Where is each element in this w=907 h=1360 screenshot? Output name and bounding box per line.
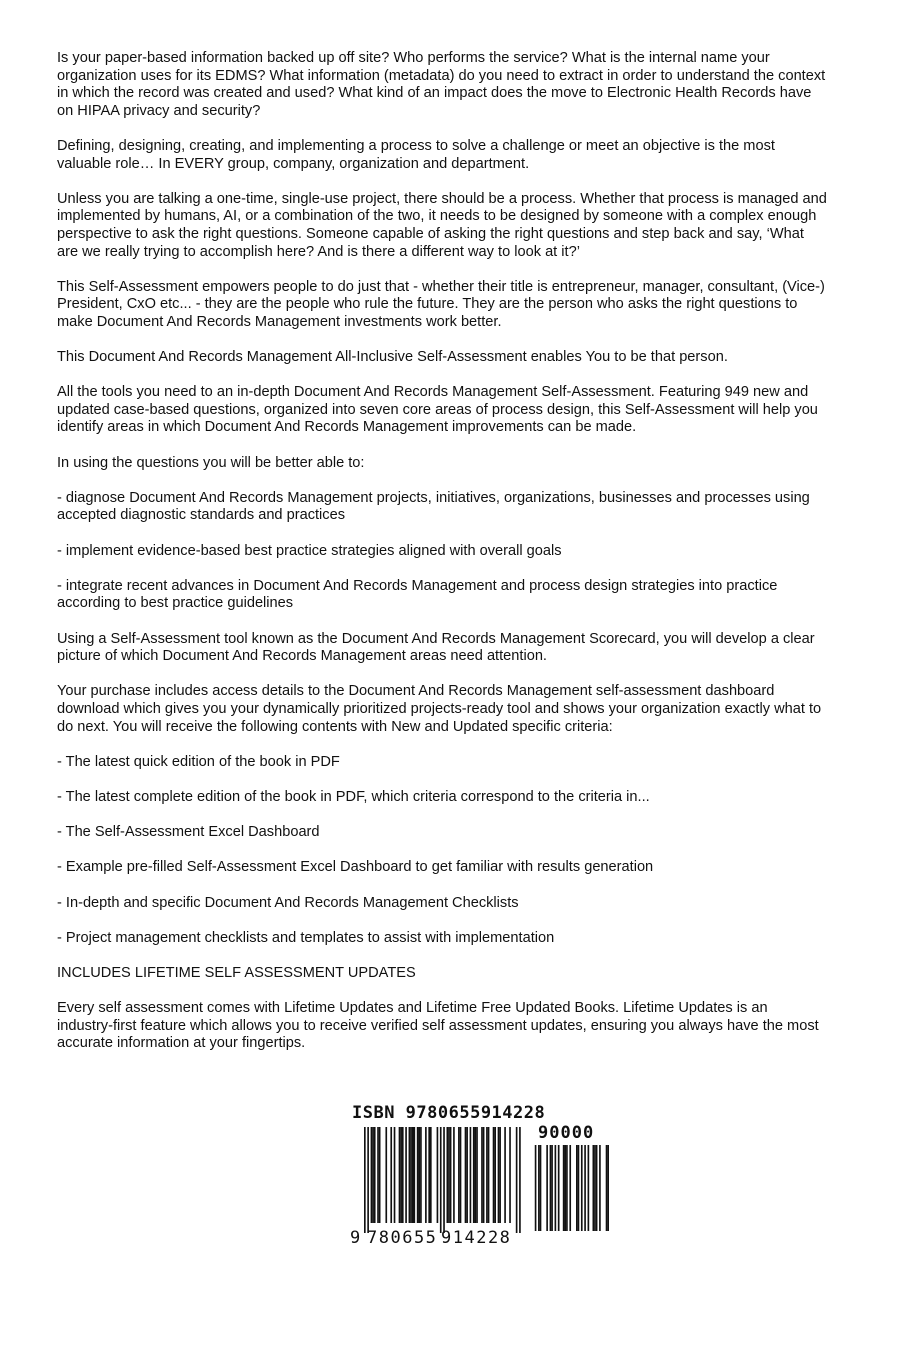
barcode-bar	[428, 1127, 430, 1223]
barcode-bar	[473, 1127, 475, 1223]
list-item: - In-depth and specific Document And Records Management Checklists	[57, 894, 519, 911]
barcode-bar	[460, 1127, 462, 1223]
addon-bar	[588, 1145, 590, 1231]
barcode-guard-bar	[443, 1127, 445, 1233]
barcode-bar	[476, 1127, 478, 1223]
barcode-bar	[420, 1127, 422, 1223]
addon-bar	[538, 1145, 540, 1231]
list-item: - The latest quick edition of the book in PDF	[57, 753, 340, 770]
barcode-bar	[400, 1127, 402, 1223]
addon-bar	[594, 1145, 596, 1231]
barcode-bar	[402, 1127, 404, 1223]
addon-bar	[546, 1145, 548, 1231]
addon-bar	[581, 1145, 583, 1231]
barcode-bar	[390, 1127, 392, 1223]
section-heading: INCLUDES LIFETIME SELF ASSESSMENT UPDATES	[57, 964, 416, 981]
barcode-bar	[394, 1127, 396, 1223]
barcode-guard-bar	[519, 1127, 521, 1233]
barcode-bar	[374, 1127, 376, 1223]
addon-bar	[540, 1145, 542, 1231]
barcode-bar	[371, 1127, 373, 1223]
addon-bar	[558, 1145, 560, 1231]
barcode-digits-right: 914228	[441, 1228, 512, 1248]
addon-bar	[584, 1145, 586, 1231]
barcode-bar	[414, 1127, 416, 1223]
barcode-bar	[458, 1127, 460, 1223]
list-item: - The Self-Assessment Excel Dashboard	[57, 824, 320, 841]
list-item: - diagnose Document And Records Management projects, initiatives, organizations, businesses and processes using accepted diagnostic standards and practices	[57, 489, 810, 524]
addon-bar	[596, 1145, 598, 1231]
barcode-bar	[450, 1127, 452, 1223]
addon-bar	[599, 1145, 601, 1231]
barcode-guard-bar	[367, 1127, 369, 1233]
addon-bar	[578, 1145, 580, 1231]
paragraph: Is your paper-based information backed up off site? Who performs the service? What is the internal name your organization uses for its EDMS? What information (metadata) do you need to extract in order to understand the context in which the record was created and used? What kind of an impact does the move to Electronic Health Records have on HIPAA privacy and security?	[57, 50, 826, 119]
barcode-bar	[425, 1127, 427, 1223]
addon-bar	[593, 1145, 595, 1231]
barcode-addon-number: 90000	[538, 1123, 595, 1143]
barcode-guard-bar	[440, 1127, 442, 1233]
addon-bar	[535, 1145, 537, 1231]
barcode-bar	[372, 1127, 374, 1223]
barcode-bar	[494, 1127, 496, 1223]
list-item: - integrate recent advances in Document And Records Management and process design strategies into practice according to best practice guidelines	[57, 577, 778, 612]
barcode-bar	[504, 1127, 506, 1223]
barcode-bar	[466, 1127, 468, 1223]
list-item: - implement evidence-based best practice strategies aligned with overall goals	[57, 542, 562, 559]
barcode-bar	[493, 1127, 495, 1223]
addon-bar	[606, 1145, 608, 1231]
paragraph: Defining, designing, creating, and implementing a process to solve a challenge or meet an objective is the most valuable role… In EVERY group, company, organization and department.	[57, 137, 775, 172]
back-cover-text	[57, 50, 827, 1070]
paragraph: Using a Self-Assessment tool known as the Document And Records Management Scorecard, you will develop a clear picture of which Document And Records Management areas need attention.	[57, 630, 815, 665]
barcode-bar	[448, 1127, 450, 1223]
barcode-digits-left: 780655	[367, 1228, 438, 1248]
barcode-bar	[499, 1127, 501, 1223]
barcode-bar	[412, 1127, 414, 1223]
barcode-bar	[379, 1127, 381, 1223]
barcode-bar	[509, 1127, 511, 1223]
paragraph: Your purchase includes access details to the Document And Records Management self-assessment dashboard download which gives you your dynamically prioritized projects-ready tool and shows your organization exactly what to do next. You will receive the following contents with New and Updated specific criteria:	[57, 683, 822, 735]
addon-bar	[607, 1145, 609, 1231]
addon-bar	[566, 1145, 568, 1231]
barcode-bar	[418, 1127, 420, 1223]
addon-bar	[564, 1145, 566, 1231]
barcode-bar	[470, 1127, 472, 1223]
paragraph: Unless you are talking a one-time, single-use project, there should be a process. Whether that process is managed and implemented by humans, AI, or a combination of the two, it needs to be designed by someone with a complex enough perspective to ask the right questions. Someone capable of asking the right questions and step back and say, ‘What are we really trying to accomplish here? And is there a different way to look at it?’	[57, 190, 827, 260]
barcode-bar	[437, 1127, 439, 1223]
barcode-bar	[385, 1127, 387, 1223]
paragraph: Every self assessment comes with Lifetime Updates and Lifetime Free Updated Books. Lifetime Updates is an industry-first feature which allows you to receive verified self assessment updates, ensuring you always have the most accurate information at your fingertips.	[57, 1000, 819, 1052]
paragraph: This Self-Assessment empowers people to do just that - whether their title is entrepreneur, manager, consultant, (Vice-) President, CxO etc... - they are the people who rule the future. They are the person who asks the right questions to make Document And Records Management investments work better.	[57, 278, 825, 330]
addon-bar	[550, 1145, 552, 1231]
barcode-bar	[475, 1127, 477, 1223]
list-item: - Project management checklists and templates to assist with implementation	[57, 929, 555, 946]
barcode-bar	[399, 1127, 401, 1223]
addon-bar	[555, 1145, 557, 1231]
paragraph: In using the questions you will be better able to:	[57, 454, 365, 471]
barcode-bar	[430, 1127, 432, 1223]
barcode-bar	[498, 1127, 500, 1223]
barcode-guard-bar	[516, 1127, 518, 1233]
paragraph: All the tools you need to an in-depth Document And Records Management Self-Assessment. Featuring 949 new and updated case-based questions, organized into seven core areas of process design, this Self-Assessment will help you identify areas in which Document And Records Management improvements can be made.	[57, 384, 818, 436]
barcode-bar	[410, 1127, 412, 1223]
barcode-bar	[486, 1127, 488, 1223]
isbn-label: ISBN 9780655914228	[352, 1103, 546, 1123]
barcode-bar	[481, 1127, 483, 1223]
barcode-bar	[405, 1127, 407, 1223]
addon-bar	[576, 1145, 578, 1231]
barcode-bar	[483, 1127, 485, 1223]
barcode-bar	[488, 1127, 490, 1223]
addon-bar	[569, 1145, 571, 1231]
barcode-bar	[447, 1127, 449, 1223]
barcode-guard-bar	[364, 1127, 366, 1233]
addon-bar	[551, 1145, 553, 1231]
list-item: - The latest complete edition of the book in PDF, which criteria correspond to the criteria in...	[57, 788, 650, 805]
barcode-bar	[465, 1127, 467, 1223]
barcode-bar	[417, 1127, 419, 1223]
barcode-bar	[377, 1127, 379, 1223]
isbn-barcode	[350, 1103, 610, 1253]
barcode-bar	[453, 1127, 455, 1223]
barcode-digit-first: 9	[350, 1228, 361, 1248]
list-item: - Example pre-filled Self-Assessment Excel Dashboard to get familiar with results generation	[57, 859, 654, 876]
addon-bar	[563, 1145, 565, 1231]
paragraph: This Document And Records Management All-Inclusive Self-Assessment enables You to be that person.	[57, 349, 728, 366]
barcode-bar	[409, 1127, 411, 1223]
